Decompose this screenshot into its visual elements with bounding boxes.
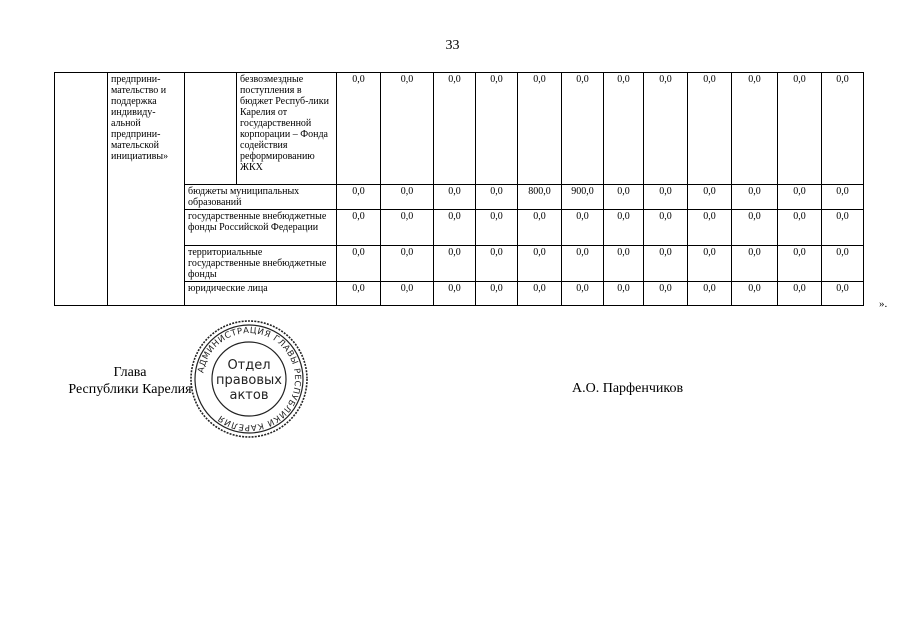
page-number: 33 — [445, 38, 460, 53]
value-cell: 0,0 — [688, 185, 732, 210]
value-cell: 0,0 — [518, 73, 562, 185]
value-cell: 900,0 — [562, 185, 604, 210]
value-cell: 0,0 — [337, 73, 381, 185]
signatory-title — [60, 364, 200, 398]
value-cell: 0,0 — [644, 185, 688, 210]
value-cell: 0,0 — [434, 282, 476, 306]
signatory-name: А.О. Парфенчиков — [572, 381, 684, 396]
value-cell: 0,0 — [778, 210, 822, 246]
program-name-cell: предприни-мательство и поддержка индивиду-альной предприни-мательской инициативы» — [108, 73, 185, 306]
value-cell: 0,0 — [778, 73, 822, 185]
value-cell: 0,0 — [434, 246, 476, 282]
value-cell: 0,0 — [604, 246, 644, 282]
value-cell: 0,0 — [604, 185, 644, 210]
seal-center-text: актов — [229, 388, 269, 403]
value-cell: 0,0 — [476, 282, 518, 306]
value-cell: 0,0 — [732, 210, 778, 246]
closing-quote-mark: ». — [879, 298, 888, 310]
value-cell: 0,0 — [778, 185, 822, 210]
seal-center-text: Отдел — [227, 358, 271, 373]
value-cell: 0,0 — [381, 210, 434, 246]
seal-ring-text: АДМИНИСТРАЦИЯ ГЛАВЫ РЕСПУБЛИКИ КАРЕЛИЯ — [196, 325, 303, 433]
empty-cell — [55, 73, 108, 306]
value-cell: 0,0 — [476, 246, 518, 282]
table-row — [55, 73, 864, 185]
value-cell: 0,0 — [732, 246, 778, 282]
value-cell: 0,0 — [732, 282, 778, 306]
value-cell: 0,0 — [822, 246, 864, 282]
value-cell: 0,0 — [822, 185, 864, 210]
value-cell: 0,0 — [644, 246, 688, 282]
value-cell: 0,0 — [732, 185, 778, 210]
value-cell: 0,0 — [604, 210, 644, 246]
value-cell: 0,0 — [434, 185, 476, 210]
value-cell: 0,0 — [476, 210, 518, 246]
value-cell: 0,0 — [644, 73, 688, 185]
funding-source-cell: бюджеты муниципальных образований — [185, 185, 337, 210]
value-cell: 0,0 — [778, 282, 822, 306]
value-cell: 0,0 — [381, 246, 434, 282]
value-cell: 0,0 — [518, 282, 562, 306]
signatory-title-line: Глава — [113, 365, 147, 380]
value-cell: 0,0 — [562, 246, 604, 282]
value-cell: 0,0 — [337, 185, 381, 210]
value-cell: 0,0 — [644, 282, 688, 306]
signatory-title-line: Республики Карелия — [68, 382, 192, 397]
value-cell: 0,0 — [434, 210, 476, 246]
value-cell: 800,0 — [518, 185, 562, 210]
value-cell: 0,0 — [337, 210, 381, 246]
value-cell: 0,0 — [476, 73, 518, 185]
value-cell: 0,0 — [688, 73, 732, 185]
funding-source-cell: государственные внебюджетные фонды Российской Федерации — [185, 210, 337, 246]
value-cell: 0,0 — [688, 246, 732, 282]
value-cell: 0,0 — [337, 282, 381, 306]
value-cell: 0,0 — [562, 73, 604, 185]
value-cell: 0,0 — [822, 73, 864, 185]
value-cell: 0,0 — [476, 185, 518, 210]
seal-stamp — [188, 318, 310, 440]
funding-source-cell: безвозмездные поступления в бюджет Респуб-лики Карелия от государственной корпорации – Фонда содействия реформированию ЖКХ — [237, 73, 337, 185]
value-cell: 0,0 — [337, 246, 381, 282]
value-cell: 0,0 — [562, 282, 604, 306]
value-cell: 0,0 — [822, 210, 864, 246]
value-cell: 0,0 — [604, 282, 644, 306]
funding-source-cell: юридические лица — [185, 282, 337, 306]
value-cell: 0,0 — [688, 210, 732, 246]
funding-source-cell: территориальные государственные внебюджетные фонды — [185, 246, 337, 282]
value-cell: 0,0 — [822, 282, 864, 306]
value-cell: 0,0 — [688, 282, 732, 306]
budget-table — [54, 72, 864, 306]
value-cell: 0,0 — [381, 73, 434, 185]
seal-center-text: правовых — [216, 373, 282, 388]
value-cell: 0,0 — [518, 210, 562, 246]
value-cell: 0,0 — [381, 282, 434, 306]
value-cell: 0,0 — [381, 185, 434, 210]
value-cell: 0,0 — [518, 246, 562, 282]
value-cell: 0,0 — [644, 210, 688, 246]
value-cell: 0,0 — [562, 210, 604, 246]
value-cell: 0,0 — [732, 73, 778, 185]
value-cell: 0,0 — [434, 73, 476, 185]
value-cell: 0,0 — [604, 73, 644, 185]
value-cell: 0,0 — [778, 246, 822, 282]
empty-cell — [185, 73, 237, 185]
